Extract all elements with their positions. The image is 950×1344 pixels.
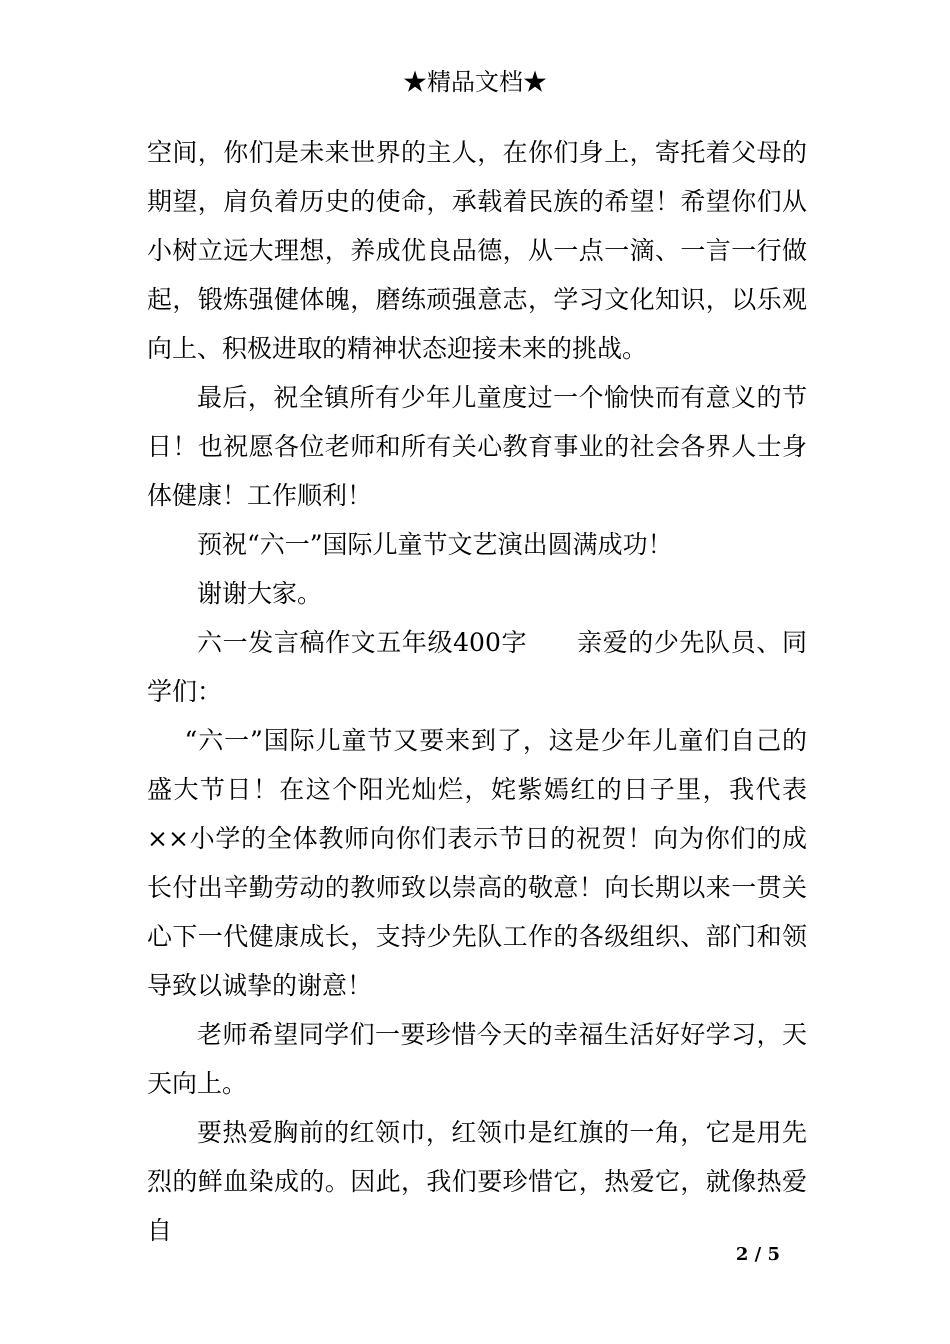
paragraph-closing-wishes: 最后，祝全镇所有少年儿童度过一个愉快而有意义的节日！也祝愿各位老师和所有关心教育事业的社会各界人士身体健康！工作顺利！ (147, 383, 807, 510)
paragraph-continued: 空间，你们是未来世界的主人，在你们身上，寄托着父母的期望，肩负着历史的使命，承载着民族的希望！希望你们从小树立远大理想，养成优良品德，从一点一滴、一言一行做起，锻炼强健体魄，磨练顽强意志，学习文化知识，以乐观向上、积极进取的精神状态迎接未来的挑战。 (147, 138, 807, 363)
section-greeting: 亲爱的少先队员、同学们： (147, 628, 807, 706)
document-body (147, 128, 807, 1255)
paragraph-thanks: 谢谢大家。 (197, 579, 323, 608)
section-heading-line (147, 618, 807, 716)
paragraph-teacher-hope: 老师希望同学们一要珍惜今天的幸福生活好好学习，天天向上。 (147, 1020, 807, 1098)
section-title: 六一发言稿作文五年级400字 (197, 628, 528, 657)
paragraph-performance-wish: 预祝“六一”国际儿童节文艺演出圆满成功！ (197, 530, 673, 559)
page-number: 2 / 5 (735, 1244, 780, 1265)
document-header: ★精品文档★ (403, 68, 547, 96)
paragraph-festival: “六一”国际儿童节又要来到了，这是少年儿童们自己的盛大节日！在这个阳光灿烂，姹紫嫣红的日子里，我代表××小学的全体教师向你们表示节日的祝贺！向为你们的成长付出辛勤劳动的教师致以崇高的敬意！向长期以来一贯关心下一代健康成长，支持少先队工作的各级组织、部门和领导致以诚挚的谢意！ (147, 726, 807, 1000)
paragraph-red-scarf: 要热爱胸前的红领巾，红领巾是红旗的一角，它是用先烈的鲜血染成的。因此，我们要珍惜它，热爱它，就像热爱自 (147, 1118, 807, 1245)
